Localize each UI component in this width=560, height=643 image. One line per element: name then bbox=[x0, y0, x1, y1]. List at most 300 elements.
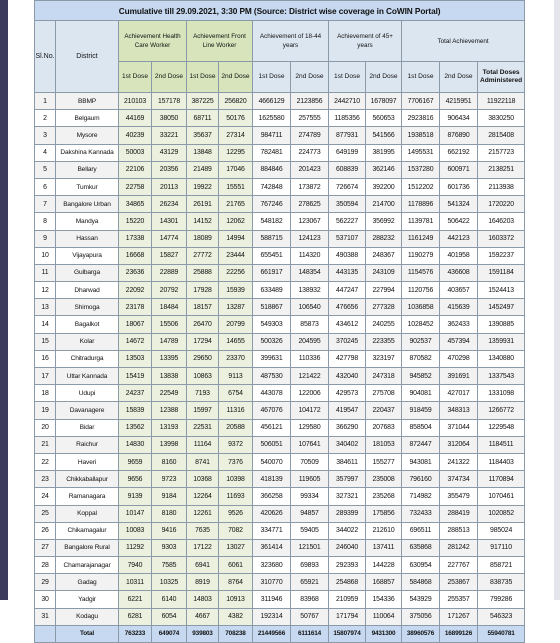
cell-flw-dose2: 256820 bbox=[219, 93, 253, 110]
cell-age45plus-dose1: 246040 bbox=[329, 539, 366, 556]
cell-age45plus-dose1: 210959 bbox=[329, 591, 366, 608]
header-health-care-worker: Achievement Health Care Worker bbox=[119, 21, 187, 62]
cell-district: Haveri bbox=[56, 453, 119, 470]
cell-hcw-dose1: 10083 bbox=[119, 522, 152, 539]
cell-flw-dose2: 23370 bbox=[219, 350, 253, 367]
cell-hcw-dose2: 38050 bbox=[152, 110, 187, 127]
cell-age1844-dose2: 85873 bbox=[291, 316, 329, 333]
cell-flw-dose1: 6941 bbox=[187, 557, 219, 574]
cell-age45plus-dose1: 427798 bbox=[329, 350, 366, 367]
cell-age45plus-dose2: 248367 bbox=[366, 247, 402, 264]
table-row bbox=[35, 178, 525, 195]
total-cell-age1844-dose1: 21449566 bbox=[253, 625, 291, 642]
cell-total-dose2: 427017 bbox=[440, 385, 478, 402]
cell-age45plus-dose2: 235008 bbox=[366, 471, 402, 488]
cell-age45plus-dose1: 432040 bbox=[329, 368, 366, 385]
cell-flw-dose2: 50176 bbox=[219, 110, 253, 127]
cell-total-dose1: 870582 bbox=[402, 350, 440, 367]
cell-total-dose1: 1161249 bbox=[402, 230, 440, 247]
cell-hcw-dose2: 157178 bbox=[152, 93, 187, 110]
cell-hcw-dose1: 34865 bbox=[119, 196, 152, 213]
cell-hcw-dose1: 17338 bbox=[119, 230, 152, 247]
cell-flw-dose2: 8764 bbox=[219, 574, 253, 591]
cell-district: Kolar bbox=[56, 333, 119, 350]
table-row bbox=[35, 299, 525, 316]
cell-district: Bellary bbox=[56, 161, 119, 178]
cell-sl-no: 26 bbox=[35, 522, 56, 539]
cell-total-dose1: 1154576 bbox=[402, 264, 440, 281]
cell-sl-no: 4 bbox=[35, 144, 56, 161]
cell-sl-no: 31 bbox=[35, 608, 56, 625]
cell-district: Bidar bbox=[56, 419, 119, 436]
cell-age45plus-dose2: 227994 bbox=[366, 282, 402, 299]
cell-age45plus-dose2: 110064 bbox=[366, 608, 402, 625]
cell-hcw-dose2: 8180 bbox=[152, 505, 187, 522]
cell-age1844-dose2: 204595 bbox=[291, 333, 329, 350]
cell-sl-no: 15 bbox=[35, 333, 56, 350]
header-front-line-worker: Achievement Front Line Worker bbox=[187, 21, 253, 62]
cell-hcw-dose1: 10147 bbox=[119, 505, 152, 522]
cell-age1844-dose2: 121501 bbox=[291, 539, 329, 556]
cell-age1844-dose2: 69893 bbox=[291, 557, 329, 574]
header-flw-dose1: 1st Dose bbox=[187, 62, 219, 93]
cell-district: Chamarajanagar bbox=[56, 557, 119, 574]
cell-flw-dose1: 387225 bbox=[187, 93, 219, 110]
cell-total-dose2: 348313 bbox=[440, 402, 478, 419]
cell-district: Bagalkot bbox=[56, 316, 119, 333]
cell-sl-no: 2 bbox=[35, 110, 56, 127]
cell-age45plus-dose1: 537107 bbox=[329, 230, 366, 247]
cell-age1844-dose2: 123067 bbox=[291, 213, 329, 230]
cell-hcw-dose2: 22889 bbox=[152, 264, 187, 281]
cell-age1844-dose1: 487530 bbox=[253, 368, 291, 385]
cell-age45plus-dose1: 1185356 bbox=[329, 110, 366, 127]
cell-flw-dose1: 15997 bbox=[187, 402, 219, 419]
cell-age1844-dose2: 70509 bbox=[291, 453, 329, 470]
cell-total-doses-administered: 546323 bbox=[478, 608, 525, 625]
cell-hcw-dose2: 13395 bbox=[152, 350, 187, 367]
cell-sl-no: 13 bbox=[35, 299, 56, 316]
cell-total-dose1: 375056 bbox=[402, 608, 440, 625]
cell-total-dose1: 796160 bbox=[402, 471, 440, 488]
cell-hcw-dose2: 6054 bbox=[152, 608, 187, 625]
cell-flw-dose2: 20588 bbox=[219, 419, 253, 436]
cell-total-dose2: 442123 bbox=[440, 230, 478, 247]
cell-hcw-dose1: 14830 bbox=[119, 436, 152, 453]
cell-flw-dose1: 17294 bbox=[187, 333, 219, 350]
table-row bbox=[35, 110, 525, 127]
cell-flw-dose1: 14803 bbox=[187, 591, 219, 608]
cell-age1844-dose1: 549303 bbox=[253, 316, 291, 333]
cell-district: Mandya bbox=[56, 213, 119, 230]
cell-total-doses-administered: 1524413 bbox=[478, 282, 525, 299]
cell-flw-dose1: 25888 bbox=[187, 264, 219, 281]
cell-age45plus-dose2: 392200 bbox=[366, 178, 402, 195]
cell-age45plus-dose2: 323197 bbox=[366, 350, 402, 367]
cell-total-doses-administered: 1592237 bbox=[478, 247, 525, 264]
cell-district: Vijayapura bbox=[56, 247, 119, 264]
cell-age45plus-dose1: 350594 bbox=[329, 196, 366, 213]
cell-flw-dose1: 7635 bbox=[187, 522, 219, 539]
table-row bbox=[35, 522, 525, 539]
cell-total-doses-administered: 1720220 bbox=[478, 196, 525, 213]
cell-flw-dose1: 17928 bbox=[187, 282, 219, 299]
cell-district: Chikamagalur bbox=[56, 522, 119, 539]
cell-age1844-dose1: 518867 bbox=[253, 299, 291, 316]
table-row bbox=[35, 93, 525, 110]
cell-flw-dose2: 12062 bbox=[219, 213, 253, 230]
table-row bbox=[35, 385, 525, 402]
cell-hcw-dose1: 6221 bbox=[119, 591, 152, 608]
cell-total-dose2: 876890 bbox=[440, 127, 478, 144]
cell-age45plus-dose1: 447247 bbox=[329, 282, 366, 299]
cell-age1844-dose1: 884846 bbox=[253, 161, 291, 178]
cell-total-dose1: 872447 bbox=[402, 436, 440, 453]
cell-sl-no: 10 bbox=[35, 247, 56, 264]
cell-total-dose2: 312064 bbox=[440, 436, 478, 453]
cell-flw-dose1: 29650 bbox=[187, 350, 219, 367]
cell-hcw-dose1: 22092 bbox=[119, 282, 152, 299]
cell-total-dose2: 541324 bbox=[440, 196, 478, 213]
vaccination-table bbox=[34, 0, 525, 643]
cell-flw-dose1: 27772 bbox=[187, 247, 219, 264]
cell-district: Yadgir bbox=[56, 591, 119, 608]
table-row bbox=[35, 436, 525, 453]
cell-district: Udupi bbox=[56, 385, 119, 402]
cell-age45plus-dose1: 340402 bbox=[329, 436, 366, 453]
cell-total-doses-administered: 11922118 bbox=[478, 93, 525, 110]
cell-sl-no: 9 bbox=[35, 230, 56, 247]
cell-total-dose2: 403657 bbox=[440, 282, 478, 299]
cell-district: BBMP bbox=[56, 93, 119, 110]
cell-flw-dose1: 10368 bbox=[187, 471, 219, 488]
cell-age45plus-dose2: 381995 bbox=[366, 144, 402, 161]
cell-flw-dose2: 11316 bbox=[219, 402, 253, 419]
cell-total-doses-administered: 1070461 bbox=[478, 488, 525, 505]
cell-district: Tumkur bbox=[56, 178, 119, 195]
cell-age1844-dose2: 138932 bbox=[291, 282, 329, 299]
cell-flw-dose2: 27314 bbox=[219, 127, 253, 144]
cell-age1844-dose2: 106540 bbox=[291, 299, 329, 316]
cell-age45plus-dose1: 490388 bbox=[329, 247, 366, 264]
cell-total-doses-administered: 799286 bbox=[478, 591, 525, 608]
cell-age45plus-dose2: 207683 bbox=[366, 419, 402, 436]
cell-hcw-dose2: 12388 bbox=[152, 402, 187, 419]
cell-total-dose2: 362433 bbox=[440, 316, 478, 333]
cell-total-dose2: 391691 bbox=[440, 368, 478, 385]
cell-total-doses-administered: 1591184 bbox=[478, 264, 525, 281]
cell-age1844-dose1: 767246 bbox=[253, 196, 291, 213]
cell-total-dose1: 584868 bbox=[402, 574, 440, 591]
cell-total-doses-administered: 1390885 bbox=[478, 316, 525, 333]
cell-total-doses-administered: 1452497 bbox=[478, 299, 525, 316]
total-cell-age45plus-dose2: 9431300 bbox=[366, 625, 402, 642]
cell-flw-dose2: 11693 bbox=[219, 488, 253, 505]
cell-age1844-dose1: 192314 bbox=[253, 608, 291, 625]
cell-age1844-dose2: 173872 bbox=[291, 178, 329, 195]
cell-total-dose2: 436608 bbox=[440, 264, 478, 281]
cell-flw-dose1: 22531 bbox=[187, 419, 219, 436]
cell-flw-dose1: 14152 bbox=[187, 213, 219, 230]
cell-hcw-dose2: 14774 bbox=[152, 230, 187, 247]
cell-total-dose2: 601736 bbox=[440, 178, 478, 195]
cell-age1844-dose2: 65921 bbox=[291, 574, 329, 591]
cell-total-doses-administered: 1184403 bbox=[478, 453, 525, 470]
cell-district: Gulbarga bbox=[56, 264, 119, 281]
cell-age1844-dose2: 59405 bbox=[291, 522, 329, 539]
cell-hcw-dose2: 9723 bbox=[152, 471, 187, 488]
total-cell-sl-no bbox=[35, 625, 56, 642]
cell-age1844-dose2: 278625 bbox=[291, 196, 329, 213]
cell-hcw-dose2: 9184 bbox=[152, 488, 187, 505]
cell-total-dose2: 600971 bbox=[440, 161, 478, 178]
cell-age45plus-dose1: 289399 bbox=[329, 505, 366, 522]
cell-age45plus-dose2: 181053 bbox=[366, 436, 402, 453]
cell-age1844-dose2: 107641 bbox=[291, 436, 329, 453]
cell-age1844-dose2: 129580 bbox=[291, 419, 329, 436]
header-18-44-years: Achievement of 18-44 years bbox=[253, 21, 329, 62]
cell-total-dose1: 696511 bbox=[402, 522, 440, 539]
cell-hcw-dose1: 23178 bbox=[119, 299, 152, 316]
cell-total-dose2: 371044 bbox=[440, 419, 478, 436]
cell-district: Chitradurga bbox=[56, 350, 119, 367]
cell-hcw-dose2: 33221 bbox=[152, 127, 187, 144]
cell-hcw-dose1: 15419 bbox=[119, 368, 152, 385]
cell-total-dose1: 943081 bbox=[402, 453, 440, 470]
cell-age1844-dose1: 588715 bbox=[253, 230, 291, 247]
cell-flw-dose2: 13027 bbox=[219, 539, 253, 556]
cell-age1844-dose2: 119605 bbox=[291, 471, 329, 488]
cell-flw-dose2: 10398 bbox=[219, 471, 253, 488]
cell-hcw-dose2: 13193 bbox=[152, 419, 187, 436]
cell-sl-no: 3 bbox=[35, 127, 56, 144]
cell-age1844-dose1: 540070 bbox=[253, 453, 291, 470]
cell-hcw-dose2: 13998 bbox=[152, 436, 187, 453]
cell-flw-dose1: 68711 bbox=[187, 110, 219, 127]
cell-age1844-dose2: 110336 bbox=[291, 350, 329, 367]
cell-hcw-dose1: 15839 bbox=[119, 402, 152, 419]
table-row bbox=[35, 419, 525, 436]
table-row bbox=[35, 196, 525, 213]
cell-flw-dose2: 6061 bbox=[219, 557, 253, 574]
total-row bbox=[35, 625, 525, 642]
cell-district: Davanagere bbox=[56, 402, 119, 419]
total-cell-flw-dose2: 708238 bbox=[219, 625, 253, 642]
cell-flw-dose2: 6754 bbox=[219, 385, 253, 402]
cell-total-dose1: 630954 bbox=[402, 557, 440, 574]
header-sl-no: Sl.No. bbox=[35, 21, 56, 93]
cell-age1844-dose2: 83968 bbox=[291, 591, 329, 608]
cell-hcw-dose2: 18484 bbox=[152, 299, 187, 316]
cell-total-dose2: 470298 bbox=[440, 350, 478, 367]
cell-age45plus-dose2: 277328 bbox=[366, 299, 402, 316]
cell-flw-dose1: 21489 bbox=[187, 161, 219, 178]
cell-total-doses-administered: 838735 bbox=[478, 574, 525, 591]
cell-age1844-dose2: 99334 bbox=[291, 488, 329, 505]
cell-flw-dose1: 18157 bbox=[187, 299, 219, 316]
cell-hcw-dose2: 9416 bbox=[152, 522, 187, 539]
cell-age1844-dose1: 323680 bbox=[253, 557, 291, 574]
cell-district: Mysore bbox=[56, 127, 119, 144]
cell-total-dose1: 1036858 bbox=[402, 299, 440, 316]
cell-flw-dose2: 12295 bbox=[219, 144, 253, 161]
cell-age45plus-dose2: 168857 bbox=[366, 574, 402, 591]
cell-flw-dose1: 12261 bbox=[187, 505, 219, 522]
cell-total-doses-administered: 1170894 bbox=[478, 471, 525, 488]
cell-hcw-dose2: 20356 bbox=[152, 161, 187, 178]
cell-age45plus-dose1: 357997 bbox=[329, 471, 366, 488]
cell-sl-no: 17 bbox=[35, 368, 56, 385]
cell-total-doses-administered: 2157723 bbox=[478, 144, 525, 161]
cell-age1844-dose2: 50767 bbox=[291, 608, 329, 625]
cell-hcw-dose2: 14789 bbox=[152, 333, 187, 350]
cell-hcw-dose1: 9139 bbox=[119, 488, 152, 505]
cell-hcw-dose1: 210103 bbox=[119, 93, 152, 110]
cell-flw-dose1: 13848 bbox=[187, 144, 219, 161]
cell-hcw-dose1: 44169 bbox=[119, 110, 152, 127]
cell-hcw-dose2: 7585 bbox=[152, 557, 187, 574]
cell-district: Dharwad bbox=[56, 282, 119, 299]
table-row bbox=[35, 230, 525, 247]
cell-total-doses-administered: 858721 bbox=[478, 557, 525, 574]
cell-flw-dose1: 8741 bbox=[187, 453, 219, 470]
cell-hcw-dose1: 6281 bbox=[119, 608, 152, 625]
cell-total-dose2: 4215951 bbox=[440, 93, 478, 110]
cell-total-dose1: 714982 bbox=[402, 488, 440, 505]
cell-age45plus-dose2: 362146 bbox=[366, 161, 402, 178]
cell-flw-dose2: 7376 bbox=[219, 453, 253, 470]
cell-sl-no: 16 bbox=[35, 350, 56, 367]
cell-total-dose1: 1190279 bbox=[402, 247, 440, 264]
cell-district: Shimoga bbox=[56, 299, 119, 316]
cell-age1844-dose1: 420626 bbox=[253, 505, 291, 522]
cell-total-doses-administered: 1331098 bbox=[478, 385, 525, 402]
cell-district: Chikkaballapur bbox=[56, 471, 119, 488]
total-cell-hcw-dose1: 763233 bbox=[119, 625, 152, 642]
header-flw-dose2: 2nd Dose bbox=[219, 62, 253, 93]
cell-total-dose2: 255357 bbox=[440, 591, 478, 608]
cell-age1844-dose1: 4666129 bbox=[253, 93, 291, 110]
cell-age1844-dose1: 418139 bbox=[253, 471, 291, 488]
cell-total-dose1: 1120756 bbox=[402, 282, 440, 299]
cell-flw-dose2: 13287 bbox=[219, 299, 253, 316]
cell-sl-no: 8 bbox=[35, 213, 56, 230]
cell-hcw-dose1: 13503 bbox=[119, 350, 152, 367]
cell-sl-no: 24 bbox=[35, 488, 56, 505]
cell-total-doses-administered: 2113938 bbox=[478, 178, 525, 195]
cell-age45plus-dose1: 419547 bbox=[329, 402, 366, 419]
cell-age45plus-dose2: 214700 bbox=[366, 196, 402, 213]
cell-flw-dose2: 10913 bbox=[219, 591, 253, 608]
cell-age45plus-dose1: 2442710 bbox=[329, 93, 366, 110]
total-cell-total-dose2: 16899126 bbox=[440, 625, 478, 642]
cell-hcw-dose2: 8160 bbox=[152, 453, 187, 470]
cell-age1844-dose1: 661917 bbox=[253, 264, 291, 281]
total-cell-flw-dose1: 939803 bbox=[187, 625, 219, 642]
cell-total-dose2: 288513 bbox=[440, 522, 478, 539]
cell-age45plus-dose1: 171794 bbox=[329, 608, 366, 625]
table-row bbox=[35, 539, 525, 556]
table-row bbox=[35, 350, 525, 367]
cell-flw-dose1: 10863 bbox=[187, 368, 219, 385]
cell-total-doses-administered: 1646203 bbox=[478, 213, 525, 230]
cell-hcw-dose2: 20113 bbox=[152, 178, 187, 195]
header-total-dose1: 1st Dose bbox=[402, 62, 440, 93]
cell-hcw-dose1: 9656 bbox=[119, 471, 152, 488]
cell-sl-no: 6 bbox=[35, 178, 56, 195]
cell-sl-no: 25 bbox=[35, 505, 56, 522]
cell-age45plus-dose2: 223355 bbox=[366, 333, 402, 350]
cell-age45plus-dose2: 247318 bbox=[366, 368, 402, 385]
cell-hcw-dose1: 18067 bbox=[119, 316, 152, 333]
cell-total-doses-administered: 985024 bbox=[478, 522, 525, 539]
cell-hcw-dose1: 23636 bbox=[119, 264, 152, 281]
cell-hcw-dose2: 9303 bbox=[152, 539, 187, 556]
cell-age1844-dose1: 311946 bbox=[253, 591, 291, 608]
cell-age45plus-dose1: 434612 bbox=[329, 316, 366, 333]
cell-flw-dose1: 26191 bbox=[187, 196, 219, 213]
cell-flw-dose1: 19922 bbox=[187, 178, 219, 195]
cell-sl-no: 30 bbox=[35, 591, 56, 608]
cell-total-doses-administered: 2815408 bbox=[478, 127, 525, 144]
right-border-bar bbox=[554, 0, 560, 600]
cell-age1844-dose2: 124123 bbox=[291, 230, 329, 247]
cell-sl-no: 5 bbox=[35, 161, 56, 178]
cell-sl-no: 7 bbox=[35, 196, 56, 213]
header-total-achievement: Total Achievement bbox=[402, 21, 525, 62]
cell-flw-dose2: 20799 bbox=[219, 316, 253, 333]
cell-total-dose1: 902537 bbox=[402, 333, 440, 350]
cell-age45plus-dose1: 562227 bbox=[329, 213, 366, 230]
left-border-bar bbox=[0, 0, 8, 600]
cell-sl-no: 18 bbox=[35, 385, 56, 402]
cell-flw-dose2: 9526 bbox=[219, 505, 253, 522]
cell-flw-dose1: 35637 bbox=[187, 127, 219, 144]
cell-flw-dose1: 11164 bbox=[187, 436, 219, 453]
cell-hcw-dose1: 40239 bbox=[119, 127, 152, 144]
header-45-plus-years: Achievement of 45+ years bbox=[329, 21, 402, 62]
cell-age1844-dose1: 633489 bbox=[253, 282, 291, 299]
cell-flw-dose1: 8919 bbox=[187, 574, 219, 591]
table-row bbox=[35, 488, 525, 505]
cell-age1844-dose2: 2123856 bbox=[291, 93, 329, 110]
cell-total-doses-administered: 1340880 bbox=[478, 350, 525, 367]
cell-total-doses-administered: 1603372 bbox=[478, 230, 525, 247]
cell-flw-dose1: 17122 bbox=[187, 539, 219, 556]
cell-sl-no: 27 bbox=[35, 539, 56, 556]
cell-hcw-dose1: 7940 bbox=[119, 557, 152, 574]
cell-age45plus-dose2: 541566 bbox=[366, 127, 402, 144]
header-45plus-dose2: 2nd Dose bbox=[366, 62, 402, 93]
cell-district: Ramanagara bbox=[56, 488, 119, 505]
cell-hcw-dose1: 16668 bbox=[119, 247, 152, 264]
cell-sl-no: 19 bbox=[35, 402, 56, 419]
table-body bbox=[35, 93, 525, 643]
table-row bbox=[35, 247, 525, 264]
cell-hcw-dose1: 9659 bbox=[119, 453, 152, 470]
cell-age1844-dose2: 201423 bbox=[291, 161, 329, 178]
cell-flw-dose2: 15551 bbox=[219, 178, 253, 195]
cell-total-dose1: 1938518 bbox=[402, 127, 440, 144]
cell-total-dose1: 945852 bbox=[402, 368, 440, 385]
cell-total-dose1: 1028452 bbox=[402, 316, 440, 333]
cell-hcw-dose1: 50003 bbox=[119, 144, 152, 161]
table-row bbox=[35, 591, 525, 608]
cell-sl-no: 28 bbox=[35, 557, 56, 574]
cell-age45plus-dose2: 144228 bbox=[366, 557, 402, 574]
cell-hcw-dose2: 43129 bbox=[152, 144, 187, 161]
cell-total-dose1: 732433 bbox=[402, 505, 440, 522]
